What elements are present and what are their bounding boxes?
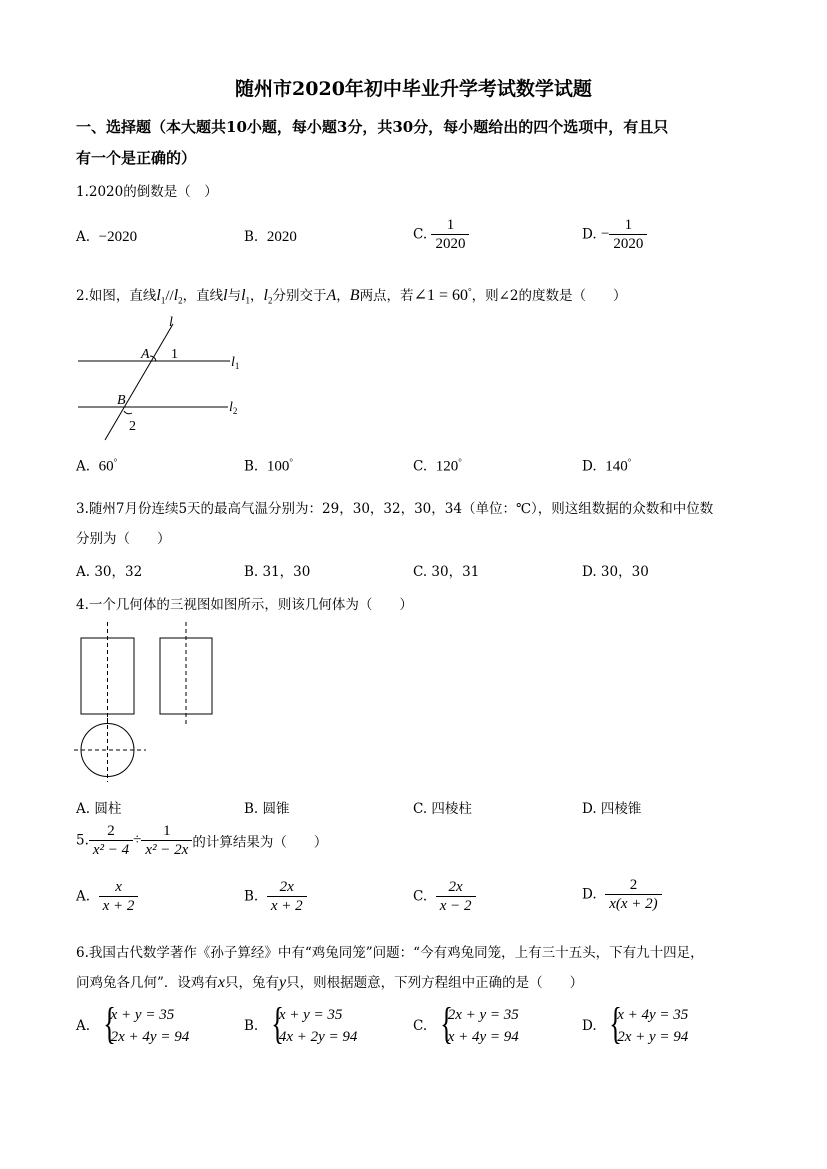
parallel-lines-figure [70,312,260,442]
label-1: 1 [171,347,178,362]
q1-option-d: D. − $\frac{1}{2020}$ [582,216,647,253]
q5-option-c: C. $\frac{2x}{x - 2}$ [413,878,476,915]
q4-option-d: D. 四棱锥 [582,801,642,817]
label-l: l [169,315,173,330]
label-A: A [141,347,150,362]
label-l2: $l_2$ [229,400,238,416]
question-2-stem: 2.如图，直线$l_1//l_2$，直线l与$l_1$，$l_2$分别交于A，B两点，若∠1 = 60°，则∠2的度数是（ ） [76,286,627,306]
section-heading-line1: 一、选择题（本大题共10小题，每小题3分，共30分，每小题给出的四个选项中，有且只 [76,118,669,136]
question-6-stem-line1: 6.我国古代数学著作《孙子算经》中有“鸡兔同笼”问题：“今有鸡兔同笼，上有三十五头，下有九十四足， [76,945,704,961]
q6-option-a: A. { x + y = 35 2x + 4y = 94 [76,999,190,1048]
q1-option-b: B. 2020 [244,229,297,245]
label-l1: $l_1$ [231,355,240,371]
q2-option-d: D. 140° [582,457,632,475]
q3-option-a: A. 30，32 [76,564,143,580]
question-5-stem: 5. $\frac{2}{\text{x² − 4}}$ ÷ $\frac{1}{\text{x² − 2x}}$ 的计算结果为（ ） [76,823,328,858]
q2-option-c: C. 120° [413,457,462,475]
q2-option-b: B. 100° [244,457,293,475]
q4-option-c: C. 四棱柱 [413,801,472,817]
question-1-stem: 1.2020的倒数是（ ） [76,184,218,200]
q5-option-d: D. $\frac{2}{x(x + 2)}$ [582,876,662,913]
q3-option-c: C. 30，31 [413,564,480,580]
q4-option-b: B. 圆锥 [244,801,290,817]
q3-option-b: B. 31，30 [244,564,311,580]
page-title: 随州市2020年初中毕业升学考试数学试题 [235,78,592,100]
q5-option-a: A. $\frac{x}{x + 2}$ [76,878,138,915]
question-3-stem-line2: 分别为（ ） [76,531,171,547]
label-B: B [117,393,126,408]
q2-option-a: A. 60° [76,457,118,475]
q6-option-d: D. { x + 4y = 35 2x + y = 94 [582,999,689,1048]
section-heading-line2: 有一个是正确的） [76,149,197,167]
q4-option-a: A. 圆柱 [76,801,122,817]
q1-option-c: C. $\frac{1}{2020}$ [413,216,469,253]
angle-2-arc [124,411,132,414]
q6-option-c: C. { 2x + y = 35 x + 4y = 94 [413,999,519,1048]
q6-option-b: B. { x + y = 35 4x + 2y = 94 [244,999,358,1048]
label-2: 2 [129,419,136,434]
q1-option-a: A. −2020 [76,229,138,245]
q3-option-d: D. 30，30 [582,564,649,580]
question-3-stem-line1: 3.随州7月份连续5天的最高气温分别为：29，30，32，30，34（单位：℃），则这组数据的众数和中位数 [76,501,714,517]
question-6-stem-line2: 问鸡兔各几何”．设鸡有x只，兔有y只，则根据题意，下列方程组中正确的是（ ） [76,974,584,991]
line-l [105,324,173,440]
three-view-figure [72,618,232,788]
question-4-stem: 4.一个几何体的三视图如图所示，则该几何体为（ ） [76,597,413,613]
q5-option-b: B. $\frac{2x}{x + 2}$ [244,878,307,915]
